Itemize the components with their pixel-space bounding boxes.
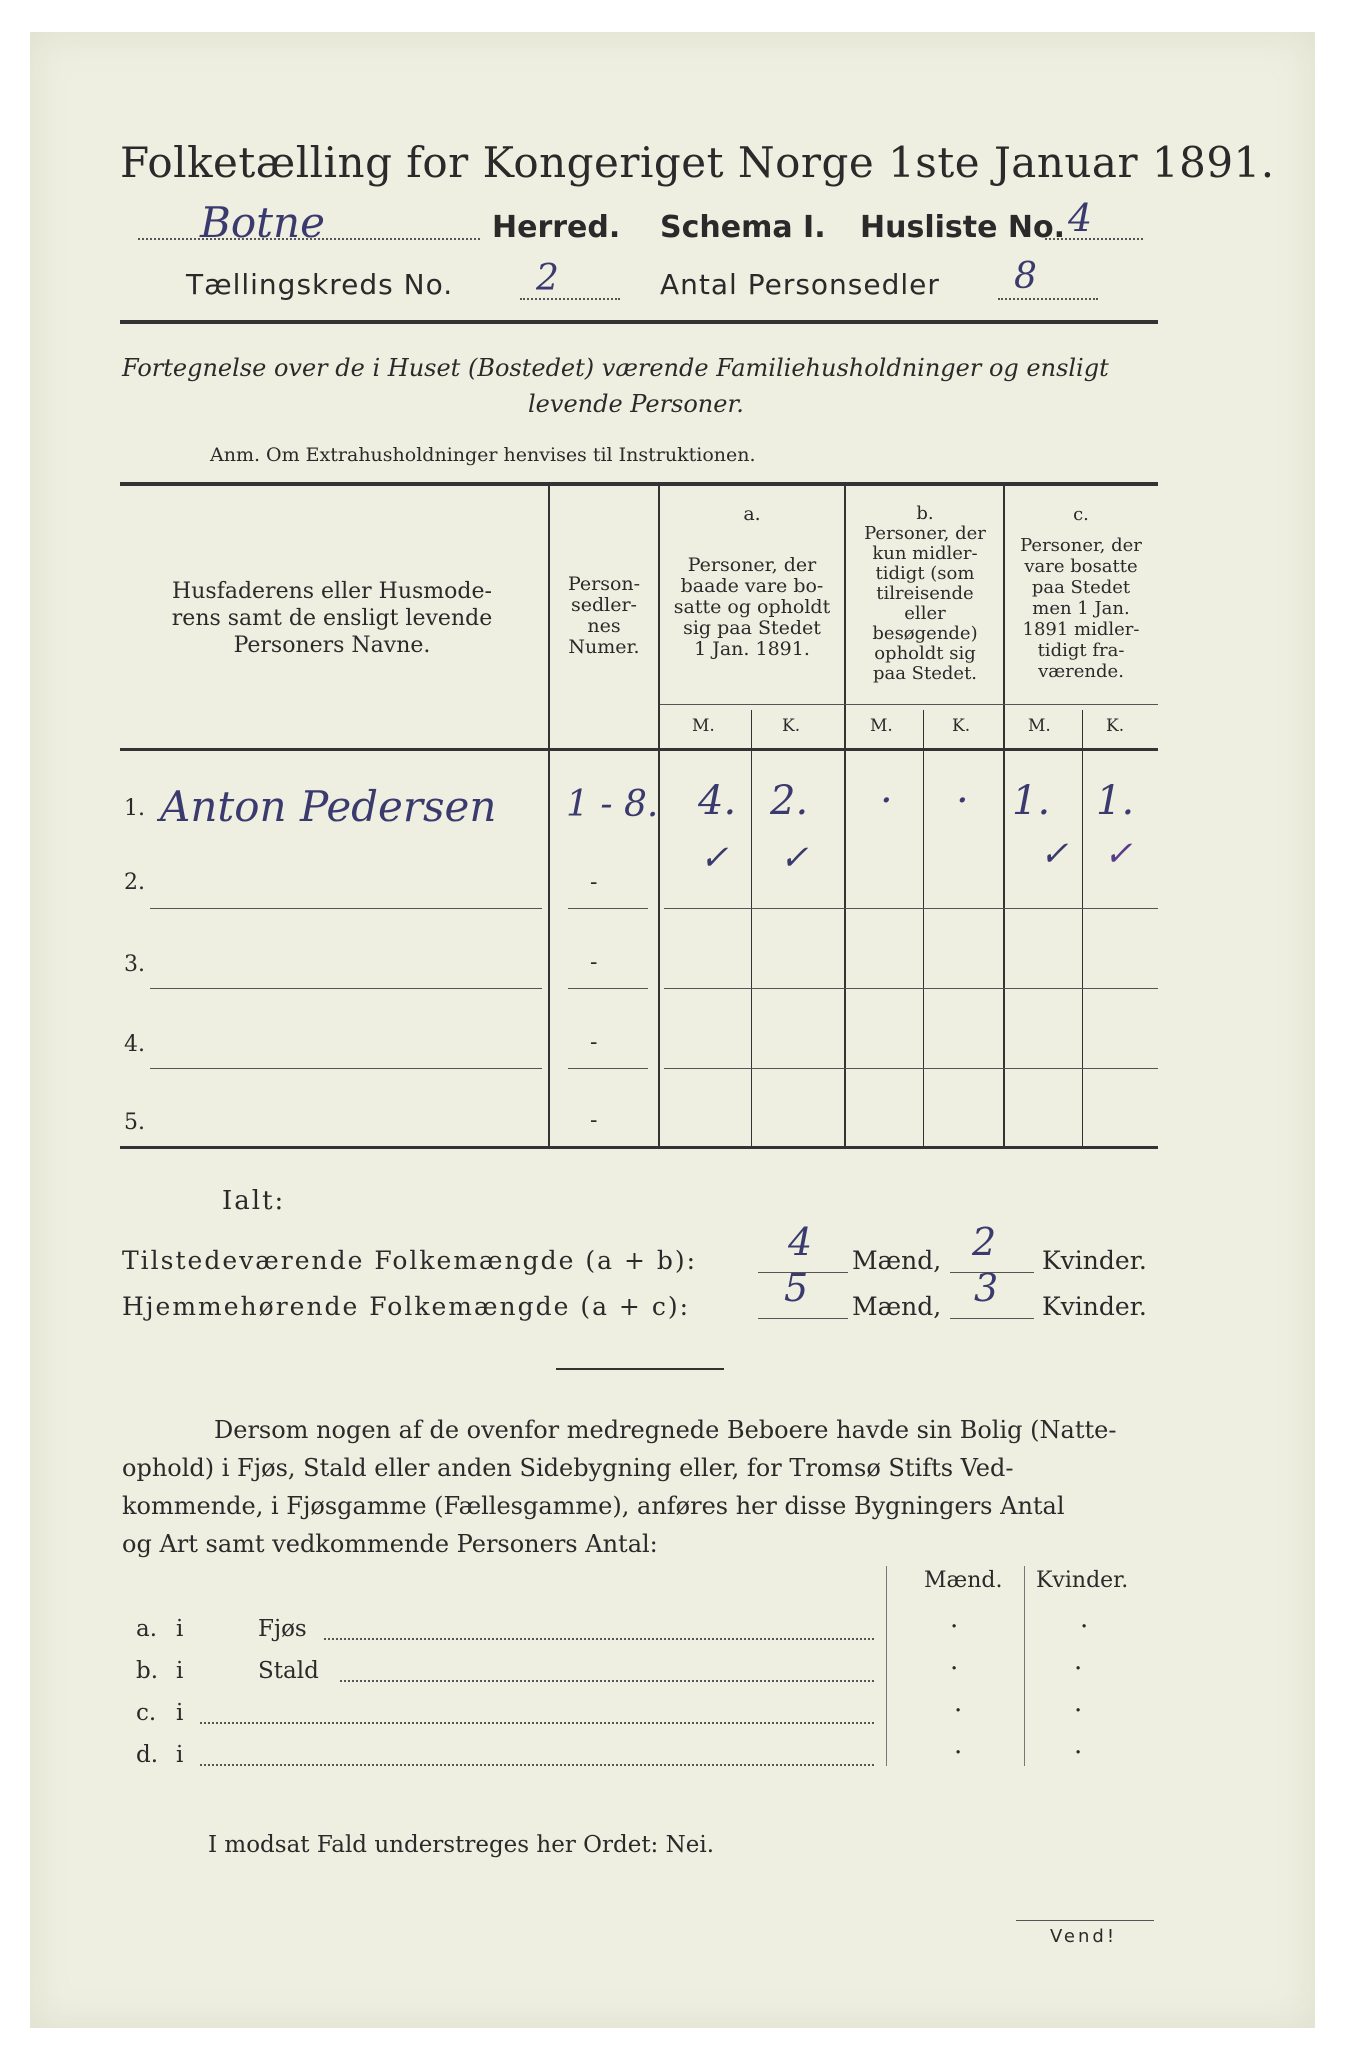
tilst-m-value: 4 <box>788 1220 813 1264</box>
row-1-c-m: 1. <box>1012 778 1051 824</box>
buildings-para-4: og Art samt vedkommende Personers Antal: <box>122 1530 658 1558</box>
buildings-divider-2 <box>1024 1566 1025 1766</box>
row-2-number: 2. <box>124 870 145 895</box>
building-b-label: Stald <box>258 1658 319 1684</box>
form-title: Folketælling for Kongeriget Norge 1ste Januar 1891. <box>120 138 1275 187</box>
row-3-rule <box>150 988 542 989</box>
row-2-rule <box>150 908 542 909</box>
hjemmehorende-label: Hjemmehørende Folkemængde (a + c): <box>122 1292 690 1321</box>
building-b-i: i <box>176 1658 184 1684</box>
antal-label: Antal Personsedler <box>660 268 940 301</box>
husliste-dotted-line <box>1045 238 1143 240</box>
c-k-header: K. <box>1106 716 1125 736</box>
col-divider-a-mk <box>751 710 752 1148</box>
a-k-header: K. <box>782 716 801 736</box>
row-2-rule-cols <box>664 908 1158 909</box>
row-2-sedler: - <box>590 870 598 895</box>
row-5-sedler: - <box>590 1108 598 1133</box>
col-divider-3 <box>844 484 846 1148</box>
antal-dotted-line <box>998 298 1098 300</box>
building-a-label: Fjøs <box>258 1616 307 1642</box>
row-2-c-m-check: ✓ <box>1040 834 1069 874</box>
col-divider-1 <box>548 484 550 1148</box>
building-a-maend: · <box>950 1612 959 1642</box>
building-d-maend: · <box>954 1738 963 1768</box>
col-divider-4 <box>1003 484 1005 1148</box>
building-c-kvinder: · <box>1074 1696 1083 1726</box>
row-1-name: Anton Pedersen <box>160 782 497 831</box>
a-m-header: M. <box>692 716 715 736</box>
b-m-header: M. <box>870 716 893 736</box>
building-b-maend: · <box>950 1654 959 1684</box>
row-2-c-k-check: ✓ <box>1104 834 1133 874</box>
building-a-dots <box>324 1638 874 1640</box>
intro-line-1: Fortegnelse over de i Huset (Bostedet) værende Familiehusholdninger og ensligt <box>122 354 1109 382</box>
row-1-b-k: · <box>956 778 969 824</box>
building-b-dots <box>340 1680 874 1682</box>
building-c-letter: c. <box>136 1700 157 1726</box>
schema-label: Schema I. <box>660 210 826 245</box>
building-a-i: i <box>176 1616 184 1642</box>
row-4-rule-num <box>568 1068 648 1069</box>
intro-line-2: levende Personer. <box>528 390 744 418</box>
building-c-i: i <box>176 1700 184 1726</box>
vend-label: Vend! <box>1050 1926 1118 1947</box>
row-2-rule-num <box>568 908 648 909</box>
building-b-letter: b. <box>136 1658 159 1684</box>
kreds-value: 2 <box>536 258 559 299</box>
herred-value: Botne <box>200 198 325 247</box>
row-1-a-k: 2. <box>770 778 809 824</box>
mk-header-rule <box>660 704 1158 705</box>
row-1-b-m: · <box>880 778 893 824</box>
hjem-k-value: 3 <box>974 1266 999 1310</box>
buildings-para-2: ophold) i Fjøs, Stald eller anden Sidebygning eller, for Tromsø Stifts Ved- <box>122 1454 1014 1482</box>
section-divider <box>556 1368 724 1370</box>
row-4-number: 4. <box>124 1032 145 1057</box>
building-d-i: i <box>176 1742 184 1768</box>
kreds-dotted-line <box>520 298 620 300</box>
buildings-col-maend: Mænd. <box>924 1568 1003 1593</box>
tilstedevaerende-label: Tilstedeværende Folkemængde (a + b): <box>122 1246 698 1275</box>
row-1-number: 1. <box>124 796 145 821</box>
buildings-col-kvinder: Kvinder. <box>1036 1568 1129 1593</box>
col-header-a: a. Personer, der baade vare bo- satte og opholdt sig paa Stedet 1 Jan. 1891. <box>673 503 831 660</box>
row-1-sedler: 1 - 8. <box>566 784 659 825</box>
row-4-sedler: - <box>590 1030 598 1055</box>
row-3-rule-cols <box>664 988 1158 989</box>
kreds-label: Tællingskreds No. <box>186 268 454 301</box>
row-1-c-k: 1. <box>1096 778 1135 824</box>
tilst-k-value: 2 <box>972 1220 997 1264</box>
building-d-kvinder: · <box>1074 1738 1083 1768</box>
row-2-a-m-check: ✓ <box>700 838 729 878</box>
row-1-a-m: 4. <box>698 778 737 824</box>
row-4-rule <box>150 1068 542 1069</box>
husliste-label: Husliste No. <box>860 210 1065 245</box>
tilst-maend-label: Mænd, <box>852 1246 942 1275</box>
col-header-b: b. Personer, der kun midler- tidigt (som tilreisende eller besøgende) opholdt sig paa Stedet. <box>864 503 986 684</box>
col-header-name: Husfaderens eller Husmode- rens samt de ensligt levende Personers Navne. <box>171 579 493 658</box>
row-3-sedler: - <box>590 950 598 975</box>
row-2-a-k-check: ✓ <box>780 838 809 878</box>
buildings-divider-1 <box>886 1566 887 1766</box>
row-3-rule-num <box>568 988 648 989</box>
col-divider-b-mk <box>923 710 924 1148</box>
hjem-kvinder-label: Kvinder. <box>1042 1292 1147 1321</box>
building-d-dots <box>200 1764 874 1766</box>
building-c-dots <box>200 1722 874 1724</box>
row-5-number: 5. <box>124 1110 145 1135</box>
hjem-k-underline <box>950 1318 1034 1319</box>
col-divider-c-mk <box>1082 710 1083 1148</box>
col-header-numer: Person- sedler- nes Numer. <box>567 573 641 658</box>
col-header-c: c. Personer, der vare bosatte paa Stedet men 1 Jan. 1891 midler- tidigt fra- værende. <box>1020 504 1142 682</box>
anm-note: Anm. Om Extrahusholdninger henvises til Instruktionen. <box>210 444 756 466</box>
husliste-value: 4 <box>1068 196 1093 240</box>
building-a-letter: a. <box>136 1616 158 1642</box>
buildings-para-3: kommende, i Fjøsgamme (Fællesgamme), anføres her disse Bygningers Antal <box>122 1492 1065 1520</box>
tilst-kvinder-label: Kvinder. <box>1042 1246 1147 1275</box>
nei-instruction: I modsat Fald understreges her Ordet: Nei. <box>208 1832 715 1858</box>
vend-rule <box>1016 1920 1154 1921</box>
row-4-rule-cols <box>664 1068 1158 1069</box>
hjem-m-value: 5 <box>784 1266 809 1310</box>
row-3-number: 3. <box>124 952 145 977</box>
building-d-letter: d. <box>136 1742 159 1768</box>
header-rule <box>120 320 1158 324</box>
building-b-kvinder: · <box>1074 1654 1083 1684</box>
c-m-header: M. <box>1028 716 1051 736</box>
antal-value: 8 <box>1014 256 1037 297</box>
ialt-label: Ialt: <box>222 1186 286 1216</box>
building-a-kvinder: · <box>1080 1612 1089 1642</box>
building-c-maend: · <box>954 1696 963 1726</box>
hjem-maend-label: Mænd, <box>852 1292 942 1321</box>
buildings-para-1: Dersom nogen af de ovenfor medregnede Beboere havde sin Bolig (Natte- <box>214 1416 1117 1444</box>
b-k-header: K. <box>952 716 971 736</box>
hjem-m-underline <box>758 1318 848 1319</box>
herred-label: Herred. <box>492 210 621 245</box>
census-form-page <box>30 32 1315 2028</box>
